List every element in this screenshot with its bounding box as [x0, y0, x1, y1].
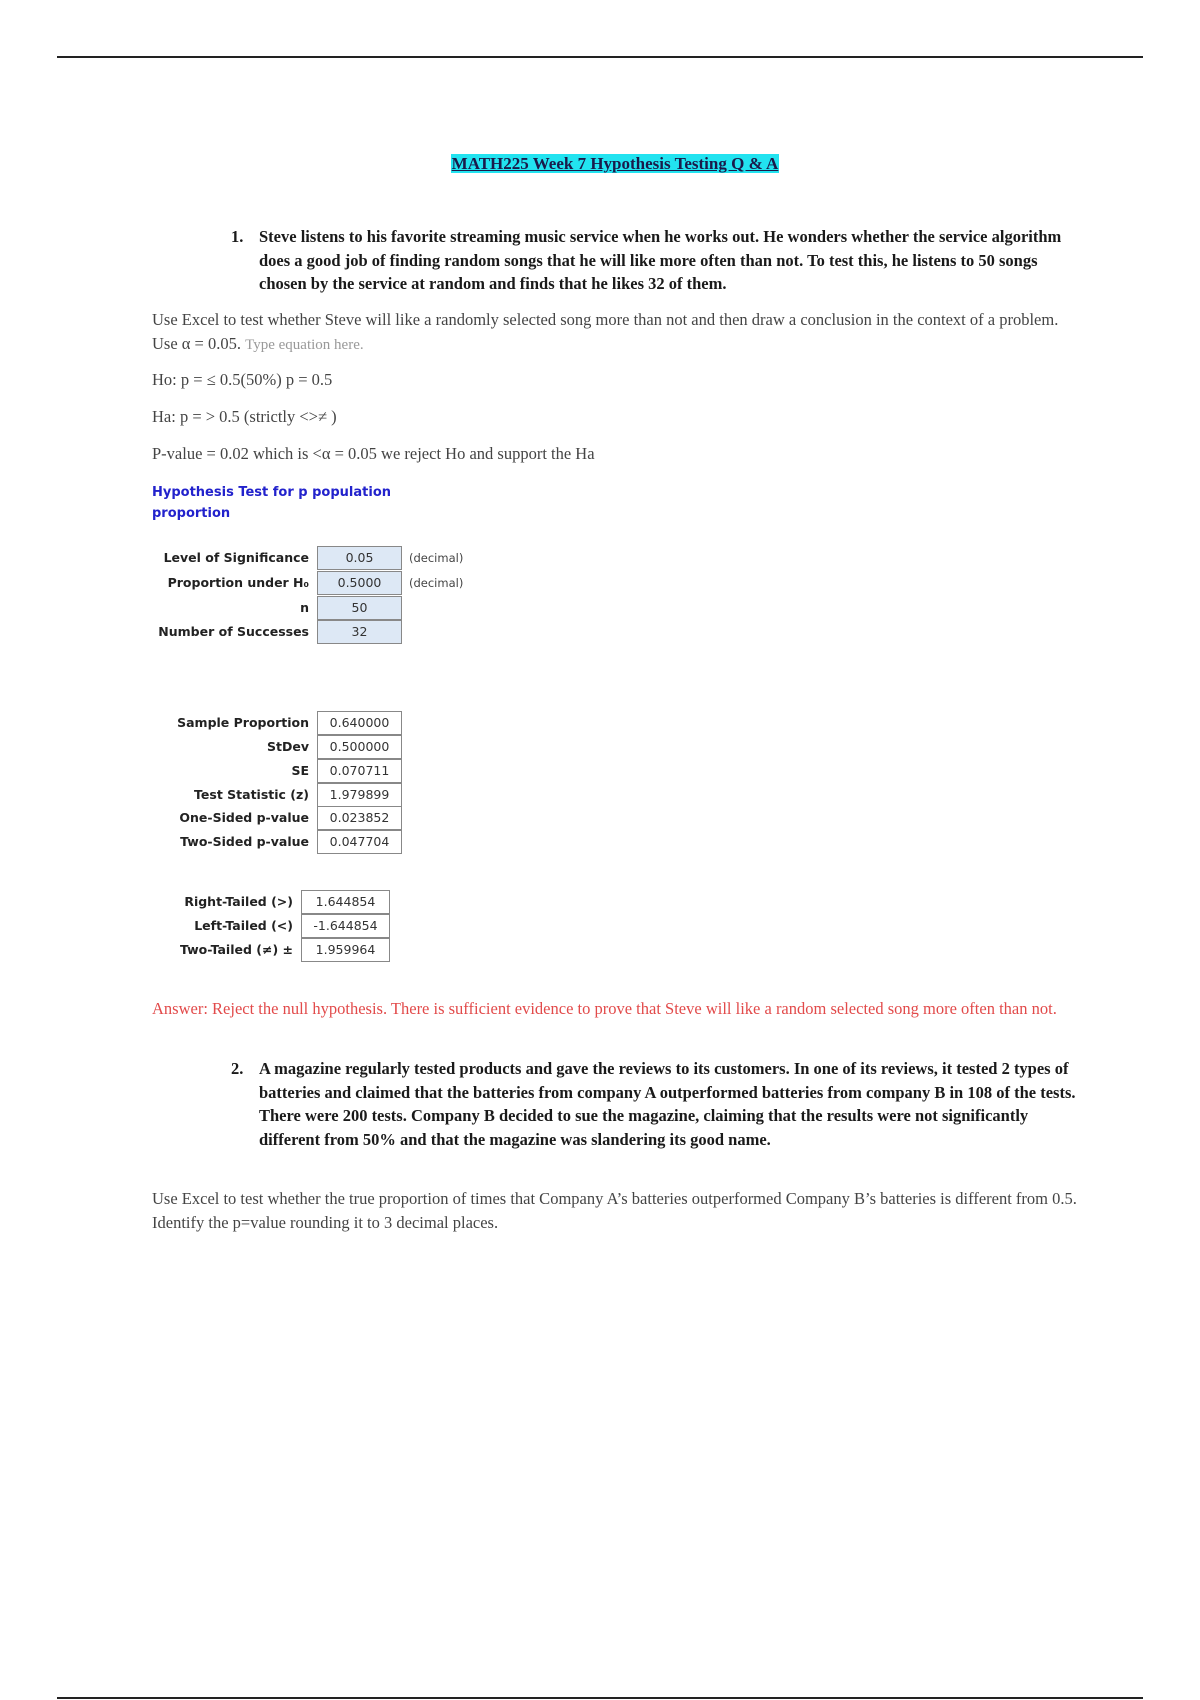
cell-sample-proportion[interactable]: 0.640000	[317, 711, 402, 735]
cell-proportion-h0[interactable]: 0.5000	[317, 571, 402, 595]
cell-n[interactable]: 50	[317, 596, 402, 620]
question-2	[231, 1057, 1081, 1151]
question-number: 1.	[231, 227, 244, 246]
cell-significance[interactable]: 0.05	[317, 546, 402, 570]
question-number: 2.	[231, 1059, 244, 1078]
label-n: n	[300, 600, 309, 615]
cell-successes[interactable]: 32	[317, 620, 402, 644]
excel-title: Hypothesis Test for p population proportion	[152, 485, 392, 521]
label-two-sided-pvalue: Two-Sided p-value	[180, 834, 309, 849]
title-highlight: MATH225 Week 7 Hypothesis Testing Q & A	[451, 154, 779, 173]
label-test-statistic: Test Statistic (z)	[194, 787, 309, 802]
label-one-sided-pvalue: One-Sided p-value	[179, 810, 309, 825]
instruction-text: Use Excel to test whether Steve will like a randomly selected song more than not and then draw a conclusion in the context of a problem. Use α = 0.05.	[152, 310, 1059, 353]
q1-instruction	[152, 308, 1072, 357]
label-left-tailed: Left-Tailed (<)	[194, 918, 293, 933]
q1-answer: Answer: Reject the null hypothesis. There is sufficient evidence to prove that Steve will like a random selected song more often than not.	[152, 999, 1057, 1018]
cell-right-tailed[interactable]: 1.644854	[301, 890, 390, 914]
question-text: A magazine regularly tested products and gave the reviews to its customers. In one of its reviews, it tested 2 types of batteries and claimed that the batteries from company A outperformed batteries from company B in 108 of the tests. There were 200 tests. Company B decided to sue the magazine, claiming that the results were not significantly different from 50% and that the magazine was slandering its good name.	[259, 1059, 1076, 1149]
bottom-rule	[57, 1697, 1143, 1699]
cell-one-sided-pvalue[interactable]: 0.023852	[317, 806, 402, 830]
note-proportion-h0: (decimal)	[409, 576, 464, 590]
note-significance: (decimal)	[409, 551, 464, 565]
label-two-tailed: Two-Tailed (≠) ±	[179, 942, 293, 957]
pvalue-conclusion: P-value = 0.02 which is <α = 0.05 we reject Ho and support the Ha	[152, 444, 595, 463]
cell-left-tailed[interactable]: -1.644854	[301, 914, 390, 938]
alternative-hypothesis: Ha: p = > 0.5 (strictly <>≠ )	[152, 407, 337, 426]
label-stdev: StDev	[267, 739, 309, 754]
document-title	[0, 154, 1200, 174]
cell-two-tailed[interactable]: 1.959964	[301, 938, 390, 962]
equation-placeholder[interactable]: Type equation here.	[245, 337, 364, 353]
label-sample-proportion: Sample Proportion	[177, 715, 309, 730]
q2-instruction: Use Excel to test whether the true proportion of times that Company A’s batteries outperformed Company B’s batteries is different from 0.5. Identify the p=value rounding it to 3 decimal places.	[152, 1189, 1077, 1232]
cell-stdev[interactable]: 0.500000	[317, 735, 402, 759]
null-hypothesis: Ho: p = ≤ 0.5(50%) p = 0.5	[152, 370, 333, 389]
cell-test-statistic[interactable]: 1.979899	[317, 783, 402, 807]
label-proportion-h0: Proportion under H₀	[167, 575, 309, 590]
label-se: SE	[291, 763, 309, 778]
question-1	[231, 225, 1069, 296]
label-successes: Number of Successes	[158, 624, 309, 639]
label-right-tailed: Right-Tailed (>)	[184, 894, 293, 909]
label-significance: Level of Significance	[163, 550, 309, 565]
question-text: Steve listens to his favorite streaming music service when he works out. He wonders whether the service algorithm does a good job of finding random songs that he will like more often than not. To test this, he listens to 50 songs chosen by the service at random and finds that he likes 32 of them.	[259, 227, 1062, 293]
cell-two-sided-pvalue[interactable]: 0.047704	[317, 830, 402, 854]
top-rule	[57, 56, 1143, 58]
cell-se[interactable]: 0.070711	[317, 759, 402, 783]
